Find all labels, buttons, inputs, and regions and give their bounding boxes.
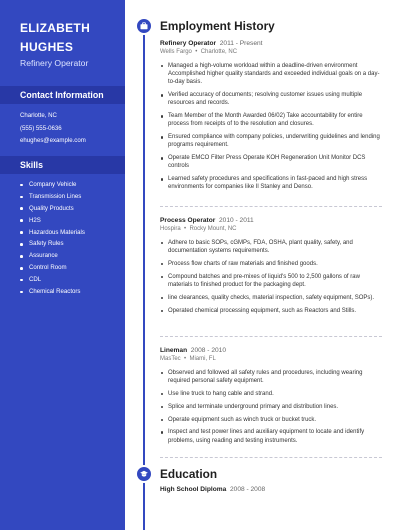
job-bullet: Splice and terminate underground primary and distribution lines. <box>160 403 382 411</box>
job-company: Wells Fargo <box>160 49 192 55</box>
education-heading: Education <box>160 467 218 481</box>
skill-item: Control Room <box>20 262 85 274</box>
contact-location: Charlotte, NC <box>20 112 57 119</box>
job-role: Process Operator <box>160 217 216 224</box>
job-header <box>160 39 382 48</box>
briefcase-icon <box>135 17 153 35</box>
job-dates: 2010 - 2011 <box>219 217 254 224</box>
job-entry <box>160 346 382 449</box>
skill-item: Chemical Reactors <box>20 286 85 298</box>
graduation-cap-icon <box>135 465 153 483</box>
job-bullet: Operate equipment such as winch truck or bucket truck. <box>160 416 382 424</box>
skill-item: Transmission Lines <box>20 191 85 203</box>
job-bullets <box>160 369 382 445</box>
contact-email[interactable]: ehughes@example.com <box>20 137 86 144</box>
skill-item: Company Vehicle <box>20 179 85 191</box>
skill-item: Hazardous Materials <box>20 227 85 239</box>
contact-details <box>20 110 86 148</box>
skill-item: Quality Products <box>20 203 85 215</box>
job-bullet: Operated chemical processing equipment, such as Reactors and Stills. <box>160 307 382 315</box>
job-bullet: Observed and followed all safety rules and procedures, including wearing required personal safety equipment. <box>160 369 382 385</box>
job-bullet: Operate EMCO Filter Press Operate KOH Regeneration Unit Monitor DCS controls <box>160 154 382 170</box>
job-bullet: Team Member of the Month Awarded 06/02) Take accountability for entire process from receipts of to the resolution and closures. <box>160 112 382 128</box>
job-company: MasTec <box>160 356 181 362</box>
first-name: ELIZABETH <box>20 21 91 35</box>
job-header <box>160 346 382 355</box>
contact-phone: (555) 555-0636 <box>20 124 62 132</box>
job-dates: 2008 - 2010 <box>190 347 226 354</box>
sidebar <box>0 0 125 530</box>
job-employer: MasTec • Miami, FL <box>160 356 216 362</box>
job-bullet: Inspect and test power lines and auxiliary equipment to locate and identify problems, using reading and testing instruments. <box>160 428 382 444</box>
contact-heading: Contact Information <box>0 86 125 104</box>
job-header <box>160 216 382 225</box>
job-bullet: Managed a high-volume workload within a deadline-driven environment Accomplished higher quality standards and exceeded individual goals on a day-to-day basis. <box>160 62 382 87</box>
job-bullet: Adhere to basic SOPs, cGMPs, FDA, OSHA, plant quality, safety, and documentation systems requirements. <box>160 239 382 255</box>
education-degree: High School Diploma <box>160 486 227 493</box>
job-company: Hospira <box>160 226 181 232</box>
skill-item: H2S <box>20 215 85 227</box>
job-bullet: Process flow charts of raw materials and finished goods. <box>160 260 382 268</box>
job-dates: 2011 - Present <box>219 40 263 47</box>
job-bullet: Compound batches and pre-mixes of liquid's 500 to 2,500 gallons of raw materials to finished product for the packaging dept. <box>160 273 382 289</box>
job-location: Charlotte, NC <box>200 49 238 55</box>
candidate-name <box>20 19 120 57</box>
job-entry <box>160 216 382 319</box>
skills-heading: Skills <box>0 156 125 174</box>
job-employer: Hospira • Rocky Mount, NC <box>160 226 237 232</box>
skill-item: Safety Rules <box>20 238 85 250</box>
education-entry <box>160 486 265 493</box>
job-bullet: Verified accuracy of documents; resolving customer issues using multiple resources and records. <box>160 91 382 107</box>
job-location: Rocky Mount, NC <box>189 226 237 232</box>
job-bullet: line clearances, quality checks, material inspection, safety equipment, SOPs). <box>160 294 382 302</box>
job-entry <box>160 39 382 196</box>
job-location: Miami, FL <box>189 356 216 362</box>
education-dates: 2008 - 2008 <box>229 486 266 493</box>
job-role: Refinery Operator <box>160 40 217 47</box>
section-divider <box>160 457 382 458</box>
skills-list <box>20 179 85 298</box>
job-role: Lineman <box>160 347 188 354</box>
job-bullets <box>160 62 382 192</box>
job-employer: Wells Fargo • Charlotte, NC <box>160 49 238 55</box>
job-bullet: Use line truck to hang cable and strand. <box>160 390 382 398</box>
timeline-line <box>143 26 145 530</box>
section-divider <box>160 336 382 337</box>
skill-item: Assurance <box>20 250 85 262</box>
skill-item: CDL <box>20 274 85 286</box>
job-bullets <box>160 239 382 315</box>
candidate-title: Refinery Operator <box>20 58 89 68</box>
section-divider <box>160 206 382 207</box>
employment-heading: Employment History <box>160 19 275 33</box>
job-bullet: Ensured compliance with company policies, underwriting guidelines and lending programs requirement. <box>160 133 382 149</box>
last-name: HUGHES <box>20 40 74 54</box>
job-bullet: Learned safety procedures and specifications in fast-paced and high stress environments for companies like Il Stanley and Denso. <box>160 175 382 191</box>
